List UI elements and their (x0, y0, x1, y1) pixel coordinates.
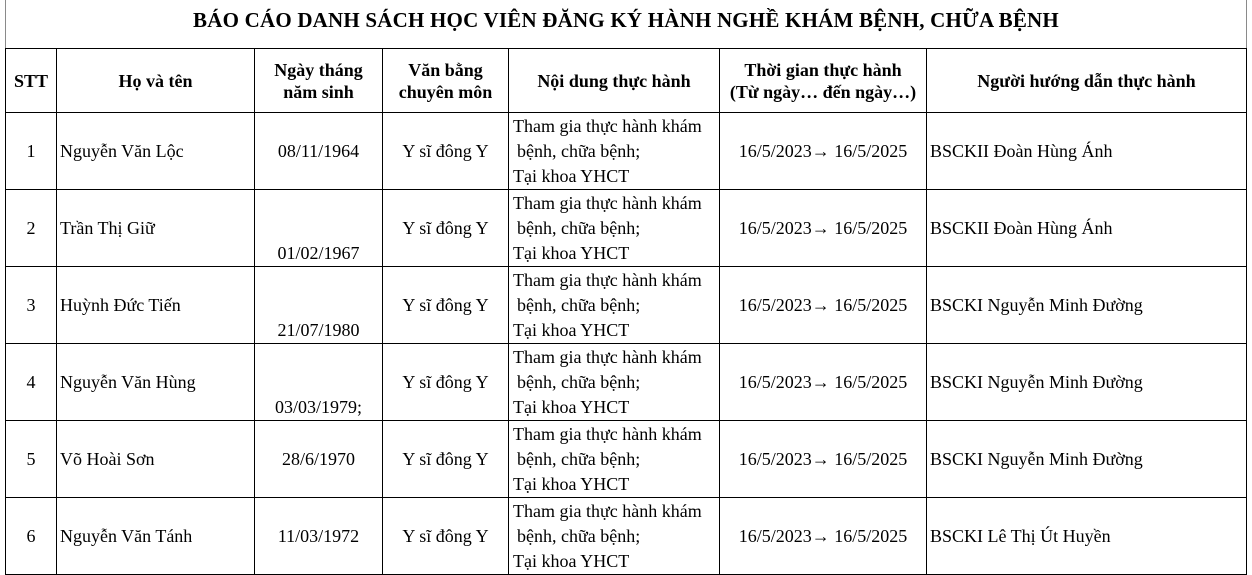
cell-time[interactable]: 16/5/2023→ 16/5/2025 (720, 498, 927, 575)
cell-degree[interactable]: Y sĩ đông Y (383, 190, 509, 267)
cell-stt[interactable]: 4 (6, 344, 57, 421)
content-line: Tại khoa YHCT (513, 319, 630, 340)
content-line: bệnh, chữa bệnh; (517, 448, 641, 469)
table-row (6, 113, 1247, 190)
cell-dob[interactable]: 03/03/1979; (255, 344, 383, 421)
header-mentor[interactable]: Người hướng dẫn thực hành (927, 49, 1247, 113)
table-row (6, 344, 1247, 421)
table-row (6, 267, 1247, 344)
table-row (6, 421, 1247, 498)
content-line: Tại khoa YHCT (513, 473, 630, 494)
content-line: Tại khoa YHCT (513, 550, 630, 571)
header-time[interactable] (720, 49, 927, 113)
header-degree-line1: Văn bằng (408, 59, 483, 80)
content-line: Tại khoa YHCT (513, 396, 630, 417)
cell-stt[interactable]: 3 (6, 267, 57, 344)
cell-dob[interactable]: 11/03/1972 (255, 498, 383, 575)
table-row (6, 498, 1247, 575)
content-line: bệnh, chữa bệnh; (517, 140, 641, 161)
content-line: Tham gia thực hành khám (513, 500, 702, 521)
cell-content[interactable] (509, 190, 720, 267)
header-dob[interactable] (255, 49, 383, 113)
cell-name[interactable]: Nguyễn Văn Lộc (57, 113, 255, 190)
cell-dob[interactable]: 28/6/1970 (255, 421, 383, 498)
cell-stt[interactable]: 2 (6, 190, 57, 267)
cell-degree[interactable]: Y sĩ đông Y (383, 498, 509, 575)
cell-name[interactable]: Trần Thị Giữ (57, 190, 255, 267)
cell-mentor[interactable]: BSCKI Nguyễn Minh Đường (927, 267, 1247, 344)
cell-time[interactable]: 16/5/2023→ 16/5/2025 (720, 267, 927, 344)
cell-mentor[interactable]: BSCKII Đoàn Hùng Ánh (927, 190, 1247, 267)
content-line: Tại khoa YHCT (513, 242, 630, 263)
cell-content[interactable] (509, 267, 720, 344)
content-line: Tham gia thực hành khám (513, 115, 702, 136)
cell-mentor[interactable]: BSCKI Nguyễn Minh Đường (927, 421, 1247, 498)
cell-stt[interactable]: 6 (6, 498, 57, 575)
content-line: bệnh, chữa bệnh; (517, 217, 641, 238)
cell-degree[interactable]: Y sĩ đông Y (383, 267, 509, 344)
cell-name[interactable]: Võ Hoài Sơn (57, 421, 255, 498)
cell-content[interactable] (509, 344, 720, 421)
header-content[interactable]: Nội dung thực hành (509, 49, 720, 113)
cell-name[interactable]: Huỳnh Đức Tiến (57, 267, 255, 344)
content-line: bệnh, chữa bệnh; (517, 525, 641, 546)
cell-time[interactable]: 16/5/2023→ 16/5/2025 (720, 421, 927, 498)
cell-dob[interactable]: 21/07/1980 (255, 267, 383, 344)
header-name[interactable]: Họ và tên (57, 49, 255, 113)
header-stt[interactable]: STT (6, 49, 57, 113)
cell-time[interactable]: 16/5/2023→ 16/5/2025 (720, 190, 927, 267)
header-degree-line2: chuyên môn (398, 81, 493, 102)
header-degree[interactable] (383, 49, 509, 113)
cell-content[interactable] (509, 113, 720, 190)
cell-degree[interactable]: Y sĩ đông Y (383, 113, 509, 190)
cell-dob[interactable]: 08/11/1964 (255, 113, 383, 190)
header-dob-line1: Ngày tháng (274, 59, 363, 80)
content-line: bệnh, chữa bệnh; (517, 371, 641, 392)
content-line: Tham gia thực hành khám (513, 346, 702, 367)
header-row (6, 49, 1247, 113)
cell-content[interactable] (509, 498, 720, 575)
cell-mentor[interactable]: BSCKI Nguyễn Minh Đường (927, 344, 1247, 421)
cell-mentor[interactable]: BSCKII Đoàn Hùng Ánh (927, 113, 1247, 190)
cell-time[interactable]: 16/5/2023→ 16/5/2025 (720, 344, 927, 421)
content-line: Tham gia thực hành khám (513, 269, 702, 290)
header-time-line2: (Từ ngày… đến ngày…) (729, 81, 917, 102)
cell-mentor[interactable]: BSCKI Lê Thị Út Huyền (927, 498, 1247, 575)
content-line: bệnh, chữa bệnh; (517, 294, 641, 315)
content-line: Tham gia thực hành khám (513, 423, 702, 444)
cell-time[interactable]: 16/5/2023→ 16/5/2025 (720, 113, 927, 190)
table-row (6, 190, 1247, 267)
student-table (5, 48, 1247, 575)
cell-name[interactable]: Nguyễn Văn Tánh (57, 498, 255, 575)
header-dob-line2: năm sinh (283, 81, 354, 102)
cell-name[interactable]: Nguyễn Văn Hùng (57, 344, 255, 421)
cell-content[interactable] (509, 421, 720, 498)
cell-degree[interactable]: Y sĩ đông Y (383, 344, 509, 421)
cell-dob[interactable]: 01/02/1967 (255, 190, 383, 267)
report-title: BÁO CÁO DANH SÁCH HỌC VIÊN ĐĂNG KÝ HÀNH NGHỀ KHÁM BỆNH, CHỮA BỆNH (193, 8, 1059, 32)
cell-stt[interactable]: 5 (6, 421, 57, 498)
content-line: Tham gia thực hành khám (513, 192, 702, 213)
cell-stt[interactable]: 1 (6, 113, 57, 190)
header-time-line1: Thời gian thực hành (744, 59, 902, 80)
cell-degree[interactable]: Y sĩ đông Y (383, 421, 509, 498)
content-line: Tại khoa YHCT (513, 165, 630, 186)
